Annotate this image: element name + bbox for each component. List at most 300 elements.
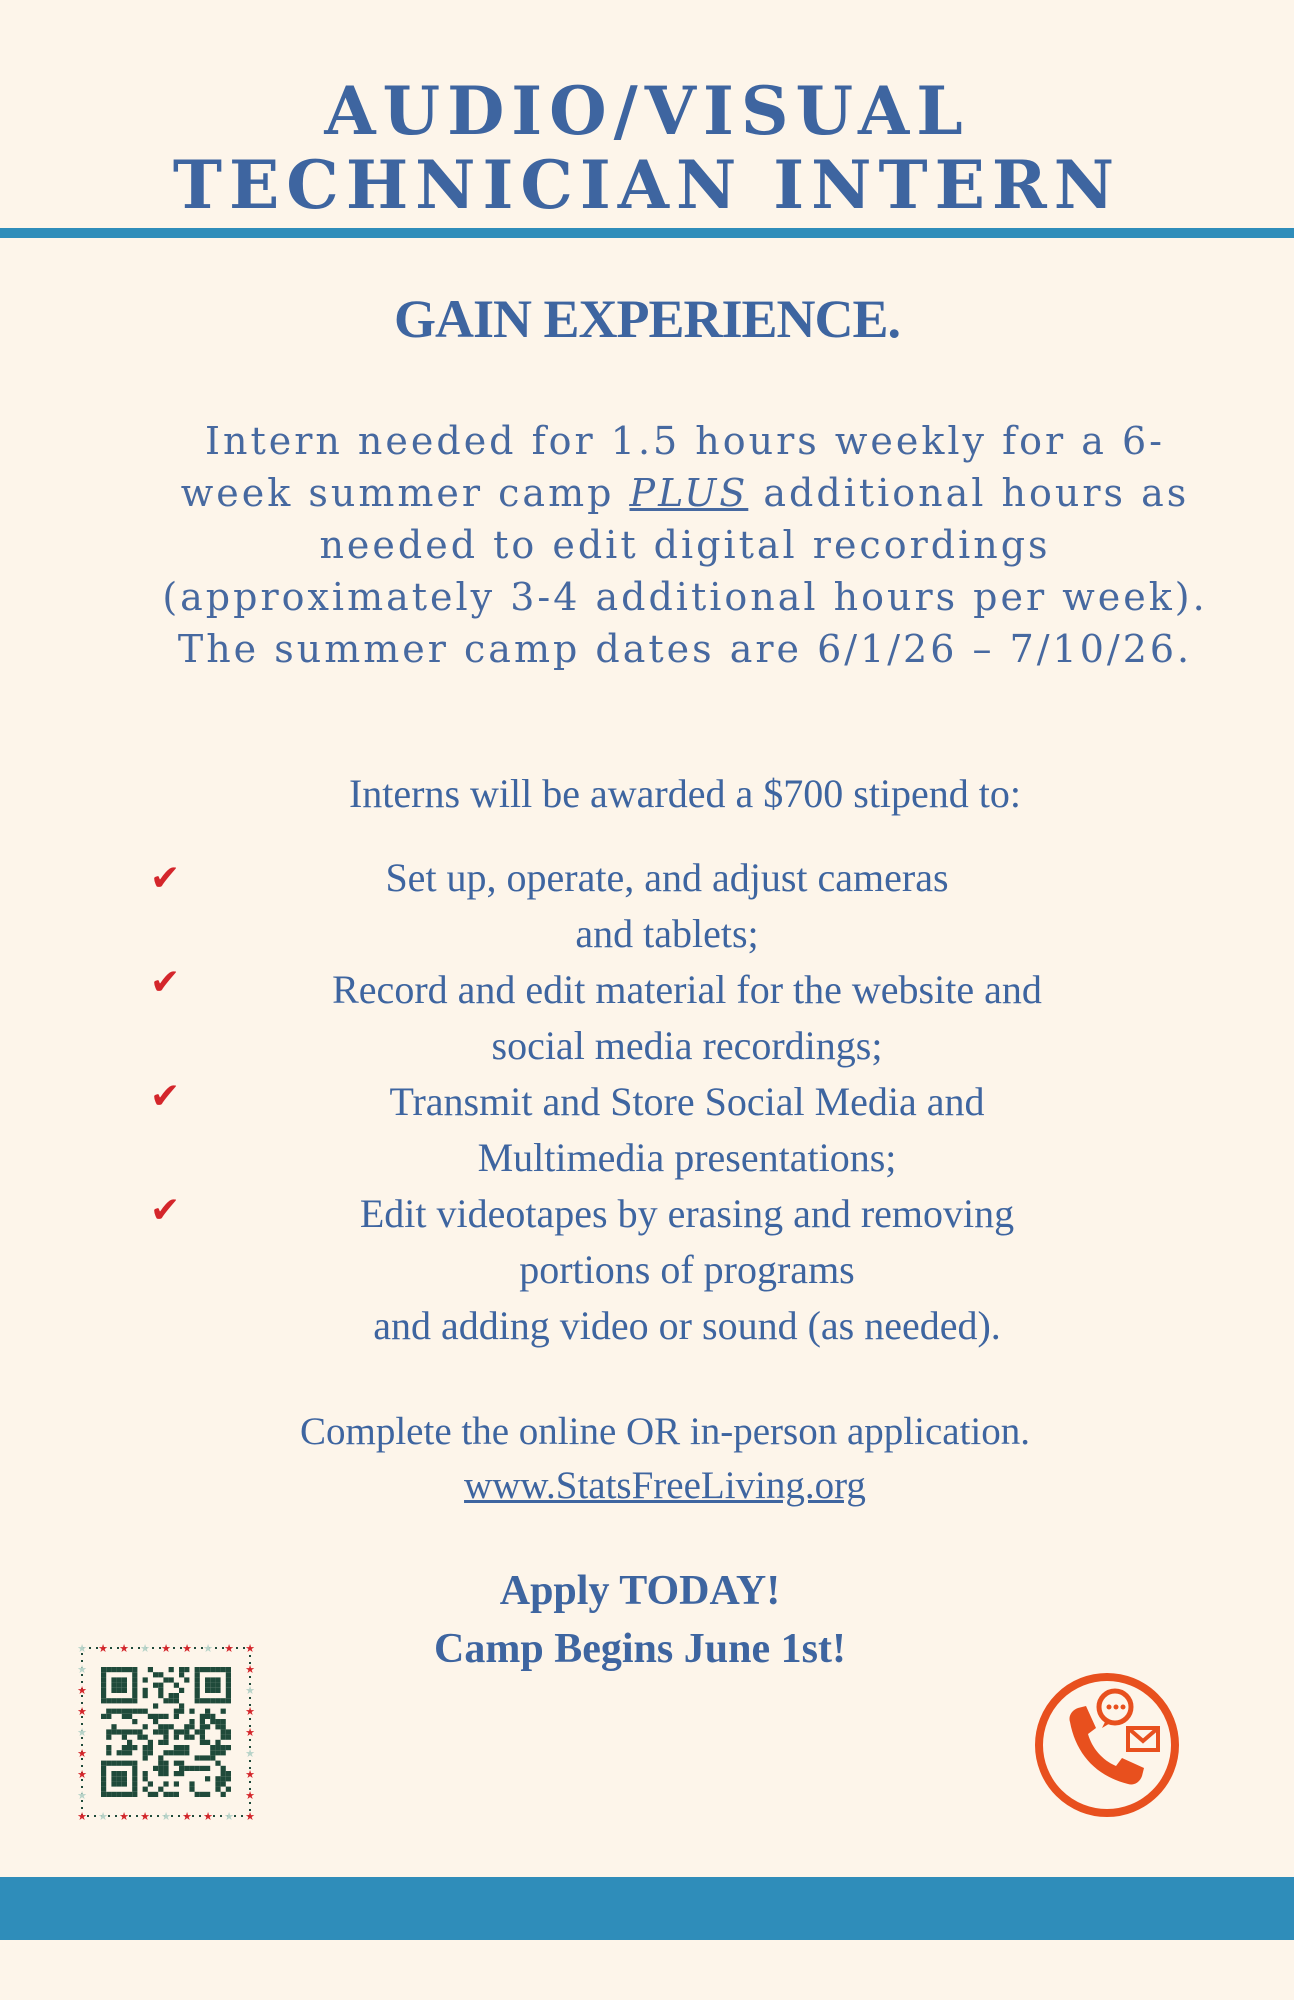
qr-module [205,1683,210,1688]
star-decoration-icon: ★ [98,1810,108,1822]
qr-module [205,1724,210,1729]
qr-module [174,1735,179,1740]
qr-module [143,1787,148,1792]
qr-module [148,1740,153,1745]
qr-module [189,1781,194,1786]
qr-module [174,1781,179,1786]
qr-module [215,1776,220,1781]
qr-module [127,1745,132,1750]
star-decoration-icon: ★ [77,1642,87,1655]
qr-module [200,1719,205,1724]
qr-module [221,1729,226,1734]
qr-module [210,1719,215,1724]
qr-module [195,1693,200,1698]
application-instruction: Complete the online OR in-person application. [299,1410,1030,1453]
qr-module [148,1750,153,1755]
star-decoration-icon: ★ [77,1705,87,1718]
qr-module [169,1750,174,1755]
qr-module [184,1750,189,1755]
qr-module [132,1729,137,1734]
qr-module [122,1792,127,1797]
star-decoration-icon: ★ [245,1768,255,1781]
duty-line: social media recordings; [491,1023,883,1068]
qr-module [111,1724,116,1729]
qr-module [200,1740,205,1745]
duty-item [0,1074,1294,1186]
qr-module [184,1735,189,1740]
qr-module [195,1683,200,1688]
qr-module [205,1776,210,1781]
qr-module [111,1709,116,1714]
qr-module [117,1677,122,1682]
qr-module [163,1724,168,1729]
qr-module [101,1771,106,1776]
qr-module [106,1750,111,1755]
star-decoration-icon: ★ [98,1642,108,1655]
qr-module [163,1781,168,1786]
qr-module [210,1688,215,1693]
qr-module [174,1792,179,1797]
duty-line: Record and edit material for the website and [332,967,1042,1012]
qr-module [179,1745,184,1750]
title-divider [0,228,1294,238]
qr-module [132,1672,137,1677]
qr-module [101,1688,106,1693]
qr-module [210,1755,215,1760]
qr-module [215,1750,220,1755]
qr-module [205,1688,210,1693]
qr-module [111,1683,116,1688]
qr-module [189,1719,194,1724]
qr-module [148,1714,153,1719]
qr-module [174,1709,179,1714]
qr-module [215,1677,220,1682]
qr-module [122,1714,127,1719]
qr-module [111,1781,116,1786]
qr-module [189,1735,194,1740]
qr-module [200,1667,205,1672]
qr-module [174,1771,179,1776]
qr-module [169,1698,174,1703]
star-decoration-icon: ★ [77,1747,87,1760]
star-decoration-icon: ★ [77,1726,87,1739]
qr-module [143,1755,148,1760]
qr-module [153,1703,158,1708]
qr-module [184,1766,189,1771]
star-decoration-icon: ★ [203,1810,213,1822]
qr-module [179,1709,184,1714]
qr-module [127,1709,132,1714]
qr-module [106,1698,111,1703]
qr-module [148,1667,153,1672]
qr-module [122,1677,127,1682]
qr-module [189,1724,194,1729]
qr-module [200,1792,205,1797]
duty-line: Edit videotapes by erasing and removing [359,1191,1015,1236]
qr-module [226,1787,231,1792]
qr-module [205,1698,210,1703]
qr-module [132,1667,137,1672]
qr-module [179,1771,184,1776]
qr-module [215,1781,220,1786]
qr-module [153,1672,158,1677]
qr-module [158,1761,163,1766]
qr-module [174,1729,179,1734]
qr-module [132,1761,137,1766]
qr-module [184,1729,189,1734]
qr-module [122,1667,127,1672]
qr-module [226,1729,231,1734]
qr-module [169,1792,174,1797]
qr-module [179,1672,184,1677]
qr-module [179,1667,184,1672]
qr-module [205,1667,210,1672]
qr-module [174,1761,179,1766]
qr-module [106,1735,111,1740]
qr-module [132,1781,137,1786]
qr-module [122,1709,127,1714]
qr-module [174,1693,179,1698]
qr-module [200,1766,205,1771]
qr-module [174,1750,179,1755]
qr-module [122,1698,127,1703]
phone-message-icon[interactable] [1032,1670,1182,1820]
star-decoration-icon: ★ [182,1642,192,1655]
intro-line-2-end: additional hours as [748,471,1190,515]
qr-module [189,1709,194,1714]
qr-module [117,1761,122,1766]
duty-text [0,962,1294,1074]
qr-module [143,1709,148,1714]
star-decoration-icon: ★ [245,1642,255,1655]
qr-module [215,1719,220,1724]
qr-module [169,1724,174,1729]
qr-module [143,1688,148,1693]
qr-module [101,1667,106,1672]
qr-module [205,1709,210,1714]
qr-module [221,1745,226,1750]
qr-module [226,1771,231,1776]
qr-module [205,1740,210,1745]
qr-module [106,1792,111,1797]
qr-module [221,1724,226,1729]
qr-module [117,1667,122,1672]
qr-module [153,1766,158,1771]
qr-module [210,1745,215,1750]
qr-module [158,1740,163,1745]
qr-module [215,1667,220,1672]
qr-module [226,1677,231,1682]
intro-line-2-start: week summer camp [180,471,630,515]
qr-module [111,1698,116,1703]
qr-module [215,1761,220,1766]
duty-item [0,962,1294,1074]
qr-module [158,1688,163,1693]
qr-module [179,1750,184,1755]
qr-module [101,1698,106,1703]
qr-module [169,1693,174,1698]
qr-module [174,1683,179,1688]
duty-line: and adding video or sound (as needed). [373,1303,1001,1348]
qr-module [221,1667,226,1672]
qr-module [226,1693,231,1698]
plus-emphasis: PLUS [629,471,749,515]
star-decoration-icon: ★ [119,1642,129,1655]
check-mark-icon: ✔ [150,962,181,1003]
qr-module [143,1745,148,1750]
qr-module [163,1740,168,1745]
qr-module [189,1766,194,1771]
qr-module [205,1714,210,1719]
headline: GAIN EXPERIENCE. [393,289,901,349]
qr-module [215,1787,220,1792]
qr-module [205,1755,210,1760]
qr-module [169,1677,174,1682]
qr-module [221,1750,226,1755]
qr-module [127,1714,132,1719]
qr-module [117,1781,122,1786]
qr-module [215,1745,220,1750]
duty-text [0,1186,1294,1354]
cta-line-1: Apply TODAY! [499,1568,781,1614]
qr-module [111,1771,116,1776]
qr-module [122,1776,127,1781]
star-decoration-icon: ★ [77,1789,87,1802]
qr-module [132,1745,137,1750]
qr-module [179,1703,184,1708]
qr-module [137,1729,142,1734]
star-decoration-icon: ★ [77,1663,87,1676]
check-mark-icon: ✔ [150,858,181,899]
check-mark-icon: ✔ [150,1190,181,1231]
title-line-2: TECHNICIAN INTERN [172,146,1122,224]
qr-module [148,1745,153,1750]
qr-module [122,1771,127,1776]
qr-module [143,1693,148,1698]
qr-module [117,1688,122,1693]
qr-module [117,1776,122,1781]
qr-module [221,1776,226,1781]
qr-module [111,1688,116,1693]
qr-module [221,1735,226,1740]
qr-module [221,1771,226,1776]
qr-module [101,1677,106,1682]
qr-module [111,1792,116,1797]
qr-module [101,1781,106,1786]
qr-module [111,1667,116,1672]
qr-module [195,1667,200,1672]
intro-line-4: (approximately 3-4 additional hours per week). [162,575,1208,619]
qr-module [111,1761,116,1766]
qr-module [101,1761,106,1766]
qr-module [215,1724,220,1729]
qr-module [195,1729,200,1734]
qr-module [195,1755,200,1760]
qr-module [158,1787,163,1792]
qr-module [111,1776,116,1781]
qr-module [215,1683,220,1688]
duty-line: Set up, operate, and adjust cameras [385,855,949,900]
qr-module [153,1683,158,1688]
qr-module [210,1714,215,1719]
qr-module [158,1714,163,1719]
qr-module [163,1729,168,1734]
qr-module [210,1667,215,1672]
qr-module [195,1688,200,1693]
star-decoration-icon: ★ [245,1726,255,1739]
qr-module [127,1750,132,1755]
qr-module [153,1729,158,1734]
qr-module [111,1677,116,1682]
qr-module [158,1683,163,1688]
qr-module [111,1729,116,1734]
qr-module [132,1709,137,1714]
qr-module [200,1735,205,1740]
qr-module [200,1755,205,1760]
qr-module [117,1771,122,1776]
qr-module [158,1693,163,1698]
qr-module [163,1750,168,1755]
qr-module [106,1745,111,1750]
qr-module [106,1714,111,1719]
qr-module [226,1667,231,1672]
qr-module [101,1683,106,1688]
qr-module [221,1719,226,1724]
qr-module [132,1677,137,1682]
qr-module [106,1729,111,1734]
qr-module [221,1792,226,1797]
qr-module [195,1698,200,1703]
qr-module [101,1693,106,1698]
qr-module [195,1792,200,1797]
qr-module [158,1755,163,1760]
qr-module [122,1735,127,1740]
qr-module [143,1771,148,1776]
star-decoration-icon: ★ [245,1705,255,1718]
qr-module [195,1677,200,1682]
star-decoration-icon: ★ [245,1684,255,1697]
qr-module [127,1667,132,1672]
qr-module [101,1792,106,1797]
qr-module [189,1787,194,1792]
qr-module [200,1714,205,1719]
star-decoration-icon: ★ [245,1663,255,1676]
qr-module [143,1735,148,1740]
qr-module [132,1771,137,1776]
star-decoration-icon: ★ [119,1810,129,1822]
qr-module [195,1766,200,1771]
duty-text [0,850,1294,962]
qr-module [148,1781,153,1786]
qr-module [158,1672,163,1677]
star-decoration-icon: ★ [77,1810,87,1822]
qr-module [153,1714,158,1719]
star-decoration-icon: ★ [245,1747,255,1760]
qr-module [132,1766,137,1771]
qr-module [127,1729,132,1734]
qr-module [122,1683,127,1688]
intro-paragraph [110,415,1260,675]
qr-module [158,1766,163,1771]
qr-module [226,1672,231,1677]
qr-module [221,1698,226,1703]
qr-module [132,1792,137,1797]
duty-line: portions of programs [519,1247,855,1292]
qr-module [200,1729,205,1734]
star-decoration-icon: ★ [182,1810,192,1822]
qr-module [210,1750,215,1755]
qr-module [174,1698,179,1703]
qr-module [158,1724,163,1729]
qr-module [122,1729,127,1734]
qr-module [163,1761,168,1766]
qr-module [143,1677,148,1682]
qr-module [163,1677,168,1682]
stipend-intro: Interns will be awarded a $700 stipend to: [348,771,1022,816]
website-link[interactable]: www.StatsFreeLiving.org [464,1464,866,1507]
qr-module [205,1766,210,1771]
intro-line-5: The summer camp dates are 6/1/26 – 7/10/26. [177,627,1193,671]
qr-module [158,1729,163,1734]
qr-module [132,1683,137,1688]
qr-module [163,1714,168,1719]
star-decoration-icon: ★ [224,1810,234,1822]
intro-line-1: Intern needed for 1.5 hours weekly for a 6- [204,419,1166,463]
qr-module [179,1729,184,1734]
qr-module [122,1750,127,1755]
qr-module [148,1792,153,1797]
qr-module [221,1781,226,1786]
qr-module [101,1776,106,1781]
qr-module [132,1688,137,1693]
qr-module [117,1683,122,1688]
qr-module [184,1667,189,1672]
qr-module [184,1724,189,1729]
qr-module [184,1745,189,1750]
qr-module [101,1766,106,1771]
qr-module [106,1667,111,1672]
duty-item [0,1186,1294,1354]
qr-module [117,1792,122,1797]
qr-module [169,1667,174,1672]
qr-module [106,1709,111,1714]
qr-module [179,1688,184,1693]
footer-band [0,1877,1294,1940]
qr-code-icon[interactable] [76,1642,256,1822]
qr-module [163,1698,168,1703]
star-decoration-icon: ★ [203,1642,213,1655]
page-title [0,74,1294,222]
duty-item [0,850,1294,962]
qr-module [215,1740,220,1745]
qr-module [215,1698,220,1703]
qr-module [132,1719,137,1724]
star-decoration-icon: ★ [77,1684,87,1697]
qr-module [210,1698,215,1703]
qr-module [117,1698,122,1703]
qr-module [106,1761,111,1766]
qr-module [122,1761,127,1766]
qr-module [122,1781,127,1786]
star-decoration-icon: ★ [161,1810,171,1822]
qr-module [132,1776,137,1781]
qr-module [101,1787,106,1792]
qr-module [143,1724,148,1729]
qr-module [200,1724,205,1729]
qr-module [117,1709,122,1714]
qr-module [127,1698,132,1703]
duty-line: Multimedia presentations; [477,1135,897,1180]
